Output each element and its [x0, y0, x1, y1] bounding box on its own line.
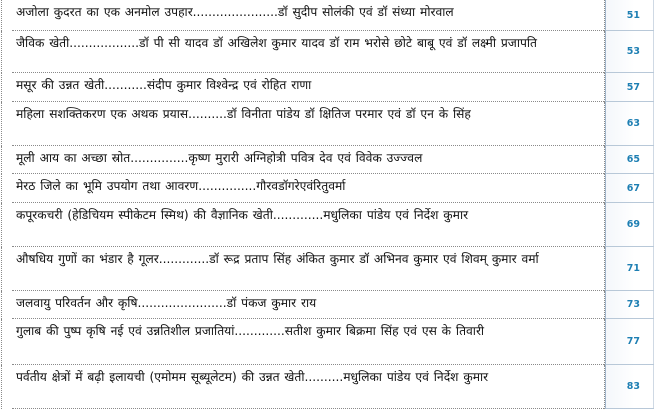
toc-entry-text: महिला सशक्तिकरण एक अथक प्रयास..........डॉ विनीता पांडेय डॉ क्षितिज परमार एवं डॉ एन के सिंह: [16, 107, 471, 121]
toc-entry-text: कपूरकचरी (हेडिचियम स्पीकेटम स्मिथ) की वैज्ञानिक खेती.............मधुलिका पांडेय एवं निर्देश कुमार: [16, 208, 469, 222]
toc-page-number[interactable]: 83: [626, 381, 640, 392]
toc-entry-cell: [1, 319, 605, 365]
toc-row: [0, 0, 654, 31]
toc-page-number[interactable]: 73: [626, 299, 640, 310]
toc-entry-text: औषधिय गुणों का भंडार है गूलर.............डॉ रूद्र प्रताप सिंह अंकित कुमार डॉ अभिनव कुमार एवं शिवम् कुमार वर्मा: [16, 252, 539, 266]
toc-page-cell[interactable]: [605, 365, 654, 409]
toc-entry-cell: [1, 73, 605, 102]
toc-row: [0, 73, 654, 102]
toc-entry-cell: [1, 0, 605, 31]
toc-entry-cell: [1, 31, 605, 73]
toc-row: [0, 203, 654, 247]
toc-page-cell[interactable]: [605, 247, 654, 291]
toc-entry-text: मसूर की उन्नत खेती...........संदीप कुमार विश्वेन्द्र एवं रोहित राणा: [16, 78, 312, 92]
toc-row: [0, 291, 654, 319]
toc-entry-cell: [1, 174, 605, 203]
toc-row: [0, 146, 654, 174]
toc-entry-cell: [1, 291, 605, 319]
toc-row: [0, 319, 654, 365]
toc-entry-text: अजोला कुदरत का एक अनमोल उपहार......................डॉ सुदीप सोलंकी एवं डॉ संध्या मोरवाल: [16, 5, 454, 19]
toc-entry-cell: [1, 203, 605, 247]
toc-page-number[interactable]: 69: [626, 219, 640, 230]
toc-entry-text: मेरठ जिले का भूमि उपयोग तथा आवरण...............गौरवडॉगरेएवंरितुवर्मा: [16, 179, 346, 193]
toc-entry-text: जैविक खेती..................डॉ पी सी यादव डॉ अखिलेश कुमार यादव डॉ राम भरोसे छोटे बाबू एवं डॉ लक्ष्मी प्रजापति: [16, 36, 538, 50]
toc-page-cell[interactable]: [605, 0, 654, 31]
toc-page-cell[interactable]: [605, 146, 654, 174]
toc-entry-cell: [1, 146, 605, 174]
toc-page-cell[interactable]: [605, 73, 654, 102]
toc-page-number[interactable]: 57: [626, 82, 640, 93]
toc-row: [0, 31, 654, 73]
toc-entry-cell: [1, 102, 605, 146]
toc-entry-cell: [1, 247, 605, 291]
toc-page-cell[interactable]: [605, 174, 654, 203]
toc-entry-text: जलवायु परिवर्तन और कृषि.......................डॉ पंकज कुमार राय: [16, 296, 317, 310]
toc-row: [0, 174, 654, 203]
toc-row: [0, 365, 654, 409]
toc-page-cell[interactable]: [605, 31, 654, 73]
toc-row: [0, 102, 654, 146]
toc-page-number[interactable]: 53: [626, 46, 640, 57]
toc-entry-text: पर्वतीय क्षेत्रों में बढ़ी इलायची (एमोमम सूब्यूलेटम) की उन्नत खेती..........मधुलिका पांडेय एवं निर्देश कुमार: [16, 370, 489, 384]
toc-page-number[interactable]: 71: [626, 263, 640, 274]
toc-page-number[interactable]: 77: [626, 336, 640, 347]
toc-entry-cell: [1, 365, 605, 409]
toc-page-cell[interactable]: [605, 102, 654, 146]
toc-entry-text: मूली आय का अच्छा स्रोत...............कृष्ण मुरारी अग्निहोत्री पवित्र देव एवं विवेक उज्ज्वल: [16, 151, 423, 165]
toc-page-cell[interactable]: [605, 203, 654, 247]
toc-entry-text: गुलाब की पुष्प कृषि नई एवं उन्नतिशील प्रजातियां.............सतीश कुमार बिक्रमा सिंह एवं एस के तिवारी: [16, 324, 485, 338]
toc-page-number[interactable]: 67: [626, 183, 640, 194]
toc-page-number[interactable]: 63: [626, 118, 640, 129]
toc-page-cell[interactable]: [605, 319, 654, 365]
toc-row: [0, 247, 654, 291]
toc-page-number[interactable]: 65: [626, 154, 640, 165]
toc-page-number[interactable]: 51: [626, 10, 640, 21]
toc-page-cell[interactable]: [605, 291, 654, 319]
